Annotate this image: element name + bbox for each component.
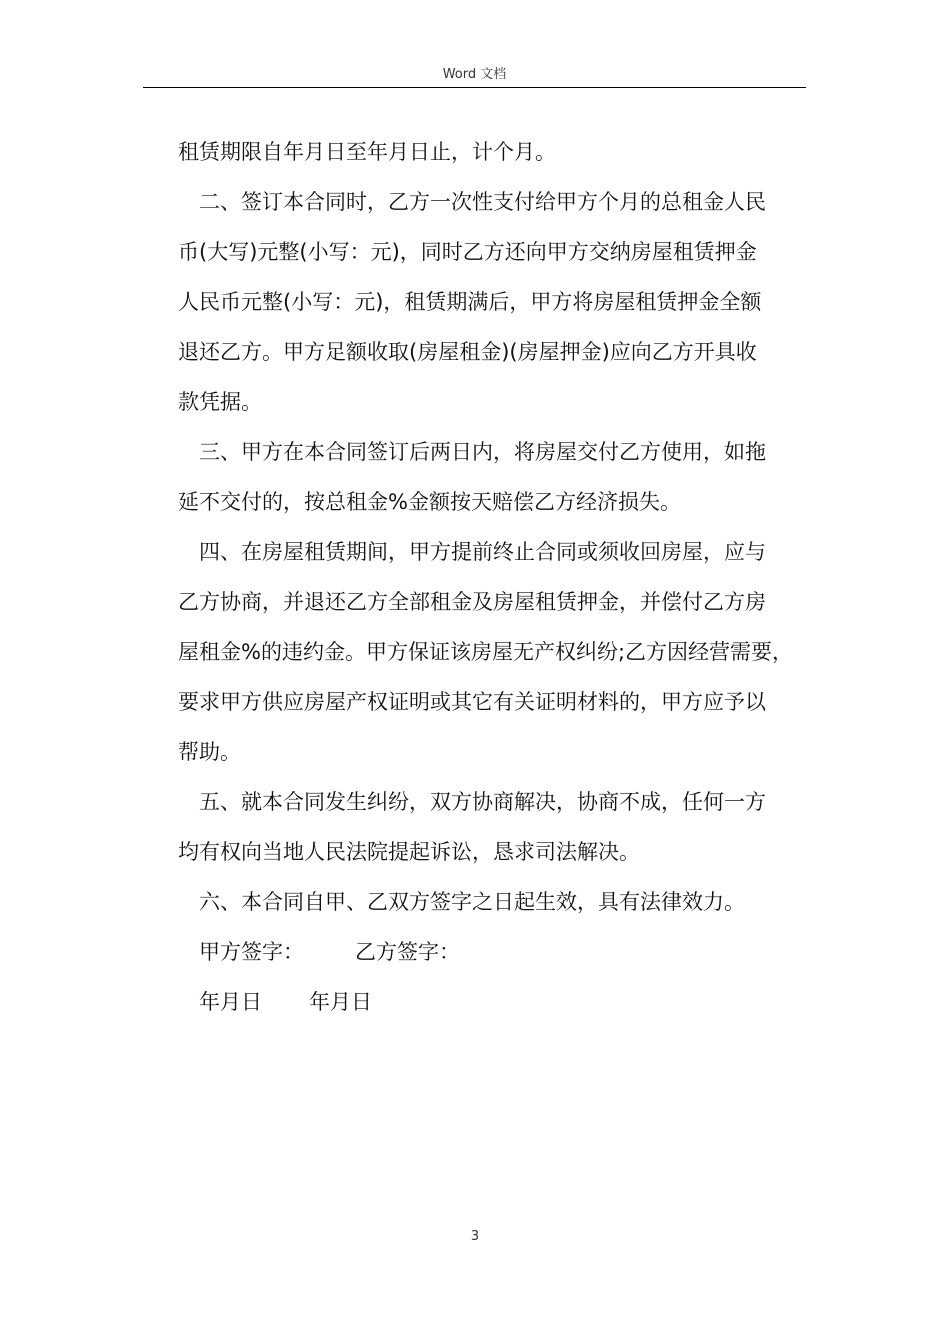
page-number: 3 (470, 1229, 480, 1244)
clause-two-line: 款凭据。 (178, 390, 262, 414)
clause-two-line: 币(大写)元整(小写：元)，同时乙方还向甲方交纳房屋租赁押金 (178, 240, 757, 264)
clause-three-line: 三、甲方在本合同签订后两日内，将房屋交付乙方使用，如拖 (199, 440, 766, 464)
clause-two-line: 退还乙方。甲方足额收取(房屋租金)(房屋押金)应向乙方开具收 (178, 340, 757, 364)
clause-four-line: 帮助。 (178, 740, 241, 764)
clause-four-line: 乙方协商，并退还乙方全部租金及房屋租赁押金，并偿付乙方房 (178, 590, 766, 614)
clause-two-line: 二、签订本合同时，乙方一次性支付给甲方个月的总租金人民 (199, 190, 766, 214)
header-divider (143, 87, 806, 88)
party-b-signature-label: 乙方签字： (355, 940, 460, 964)
clause-five-line: 均有权向当地人民法院提起诉讼，恳求司法解决。 (178, 840, 640, 864)
signature-row (178, 927, 814, 977)
clause-three-line: 延不交付的，按总租金%金额按天赔偿乙方经济损失。 (178, 490, 681, 514)
paragraph-line: 租赁期限自年月日至年月日止，计个月。 (178, 140, 556, 164)
clause-five-line: 五、就本合同发生纠纷，双方协商解决，协商不成，任何一方 (199, 790, 766, 814)
clause-four-line: 要求甲方供应房屋产权证明或其它有关证明材料的，甲方应予以 (178, 690, 766, 714)
clause-four-line: 屋租金%的违约金。甲方保证该房屋无产权纠纷;乙方因经营需要， (178, 640, 794, 664)
party-b-date: 年月日 (309, 990, 372, 1014)
clause-six-line: 六、本合同自甲、乙双方签字之日起生效，具有法律效力。 (199, 890, 745, 914)
party-a-signature-label: 甲方签字： (199, 940, 304, 964)
contract-body (178, 127, 814, 1027)
signature-date-row (178, 977, 814, 1027)
clause-two-line: 人民币元整(小写：元)，租赁期满后，甲方将房屋租赁押金全额 (178, 290, 762, 314)
party-a-date: 年月日 (199, 990, 262, 1014)
clause-four-line: 四、在房屋租赁期间，甲方提前终止合同或须收回房屋，应与 (199, 540, 766, 564)
page-header: Word 文档 (442, 67, 507, 82)
